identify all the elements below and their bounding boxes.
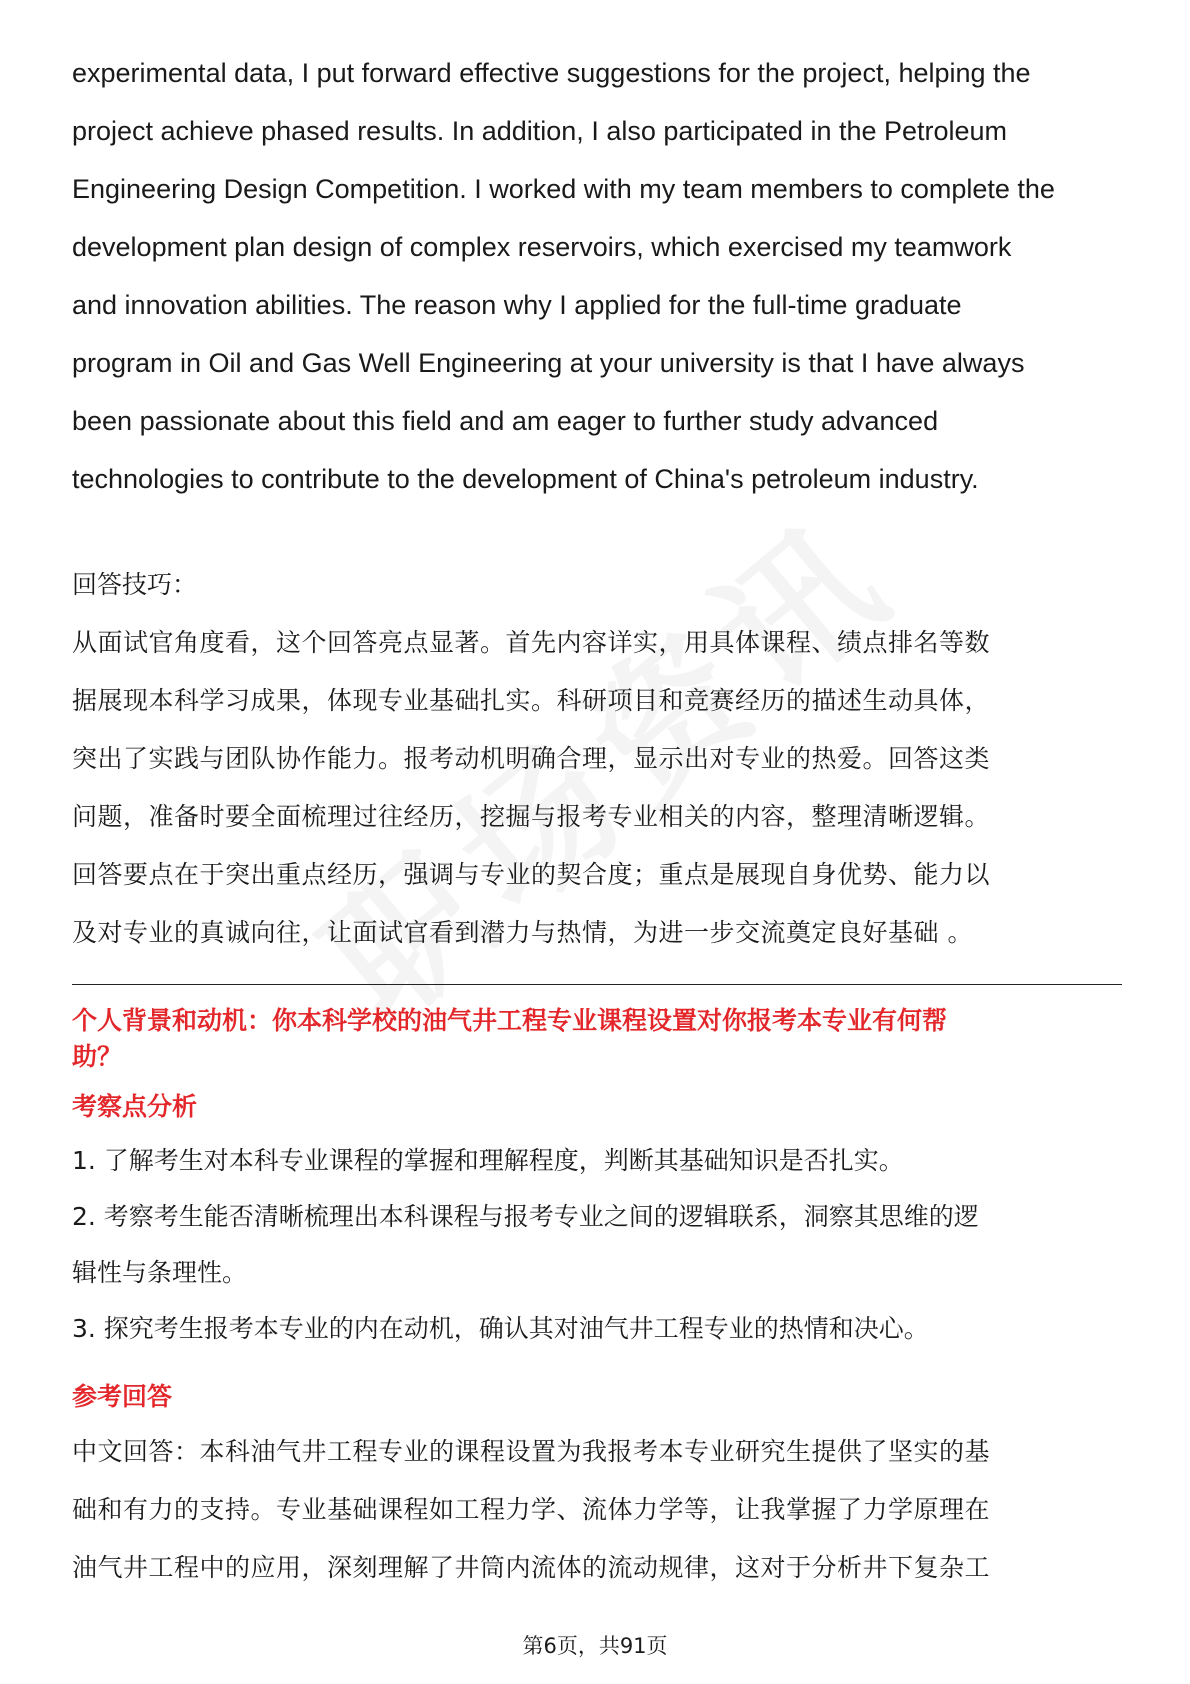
text-line: and innovation abilities. The reason why I applied for the full-time graduate bbox=[72, 290, 962, 320]
analysis-heading: 考察点分析 bbox=[72, 1092, 198, 1121]
tips-paragraph bbox=[72, 614, 1122, 962]
page-content bbox=[72, 44, 1122, 1597]
list-item: 2. 考察考生能否清晰梳理出本科课程与报考专业之间的逻辑联系，洞察其思维的逻 bbox=[72, 1202, 979, 1231]
list-item: 辑性与条理性。 bbox=[72, 1258, 248, 1287]
text-line: 础和有力的支持。专业基础课程如工程力学、流体力学等，让我掌握了力学原理在 bbox=[72, 1495, 991, 1524]
text-line: Engineering Design Competition. I worked with my team members to complete the bbox=[72, 174, 1055, 204]
question-title-line: 助？ bbox=[72, 1042, 123, 1071]
text-line: development plan design of complex reservoirs, which exercised my teamwork bbox=[72, 232, 1012, 262]
text-line: 问题，准备时要全面梳理过往经历，挖掘与报考专业相关的内容，整理清晰逻辑。 bbox=[72, 802, 991, 831]
text-line: 及对专业的真诚向往，让面试官看到潜力与热情，为进一步交流奠定良好基础 。 bbox=[72, 918, 973, 947]
text-line: 从面试官角度看，这个回答亮点显著。首先内容详实，用具体课程、绩点排名等数 bbox=[72, 628, 991, 657]
text-line: technologies to contribute to the development of China's petroleum industry. bbox=[72, 464, 979, 494]
reference-heading: 参考回答 bbox=[72, 1382, 173, 1411]
tips-label: 回答技巧： bbox=[72, 570, 198, 599]
text-line: experimental data, I put forward effective suggestions for the project, helping the bbox=[72, 58, 1031, 88]
page-number-footer: 第6页，共91页 bbox=[522, 1634, 668, 1658]
text-line: 突出了实践与团队协作能力。报考动机明确合理，显示出对专业的热爱。回答这类 bbox=[72, 744, 991, 773]
text-line: 回答要点在于突出重点经历，强调与专业的契合度；重点是展现自身优势、能力以 bbox=[72, 860, 991, 889]
question-title bbox=[72, 1003, 1122, 1075]
list-item: 3. 探究考生报考本专业的内在动机，确认其对油气井工程专业的热情和决心。 bbox=[72, 1314, 929, 1343]
text-line: 据展现本科学习成果，体现专业基础扎实。科研项目和竞赛经历的描述生动具体， bbox=[72, 686, 991, 715]
reference-answer bbox=[72, 1423, 1122, 1597]
question-title-line: 个人背景和动机：你本科学校的油气井工程专业课程设置对你报考本专业有何帮 bbox=[72, 1006, 948, 1035]
english-answer-paragraph bbox=[72, 44, 1122, 508]
text-line: 中文回答：本科油气井工程专业的课程设置为我报考本专业研究生提供了坚实的基 bbox=[72, 1437, 991, 1466]
text-line: been passionate about this field and am eager to further study advanced bbox=[72, 406, 939, 436]
text-line: program in Oil and Gas Well Engineering at your university is that I have always bbox=[72, 348, 1025, 378]
text-line: 油气井工程中的应用，深刻理解了井筒内流体的流动规律，这对于分析井下复杂工 bbox=[72, 1553, 991, 1582]
text-line: project achieve phased results. In addition, I also participated in the Petroleum bbox=[72, 116, 1008, 146]
section-divider bbox=[72, 984, 1122, 985]
list-item: 1. 了解考生对本科专业课程的掌握和理解程度，判断其基础知识是否扎实。 bbox=[72, 1146, 904, 1175]
analysis-list bbox=[72, 1133, 1122, 1357]
